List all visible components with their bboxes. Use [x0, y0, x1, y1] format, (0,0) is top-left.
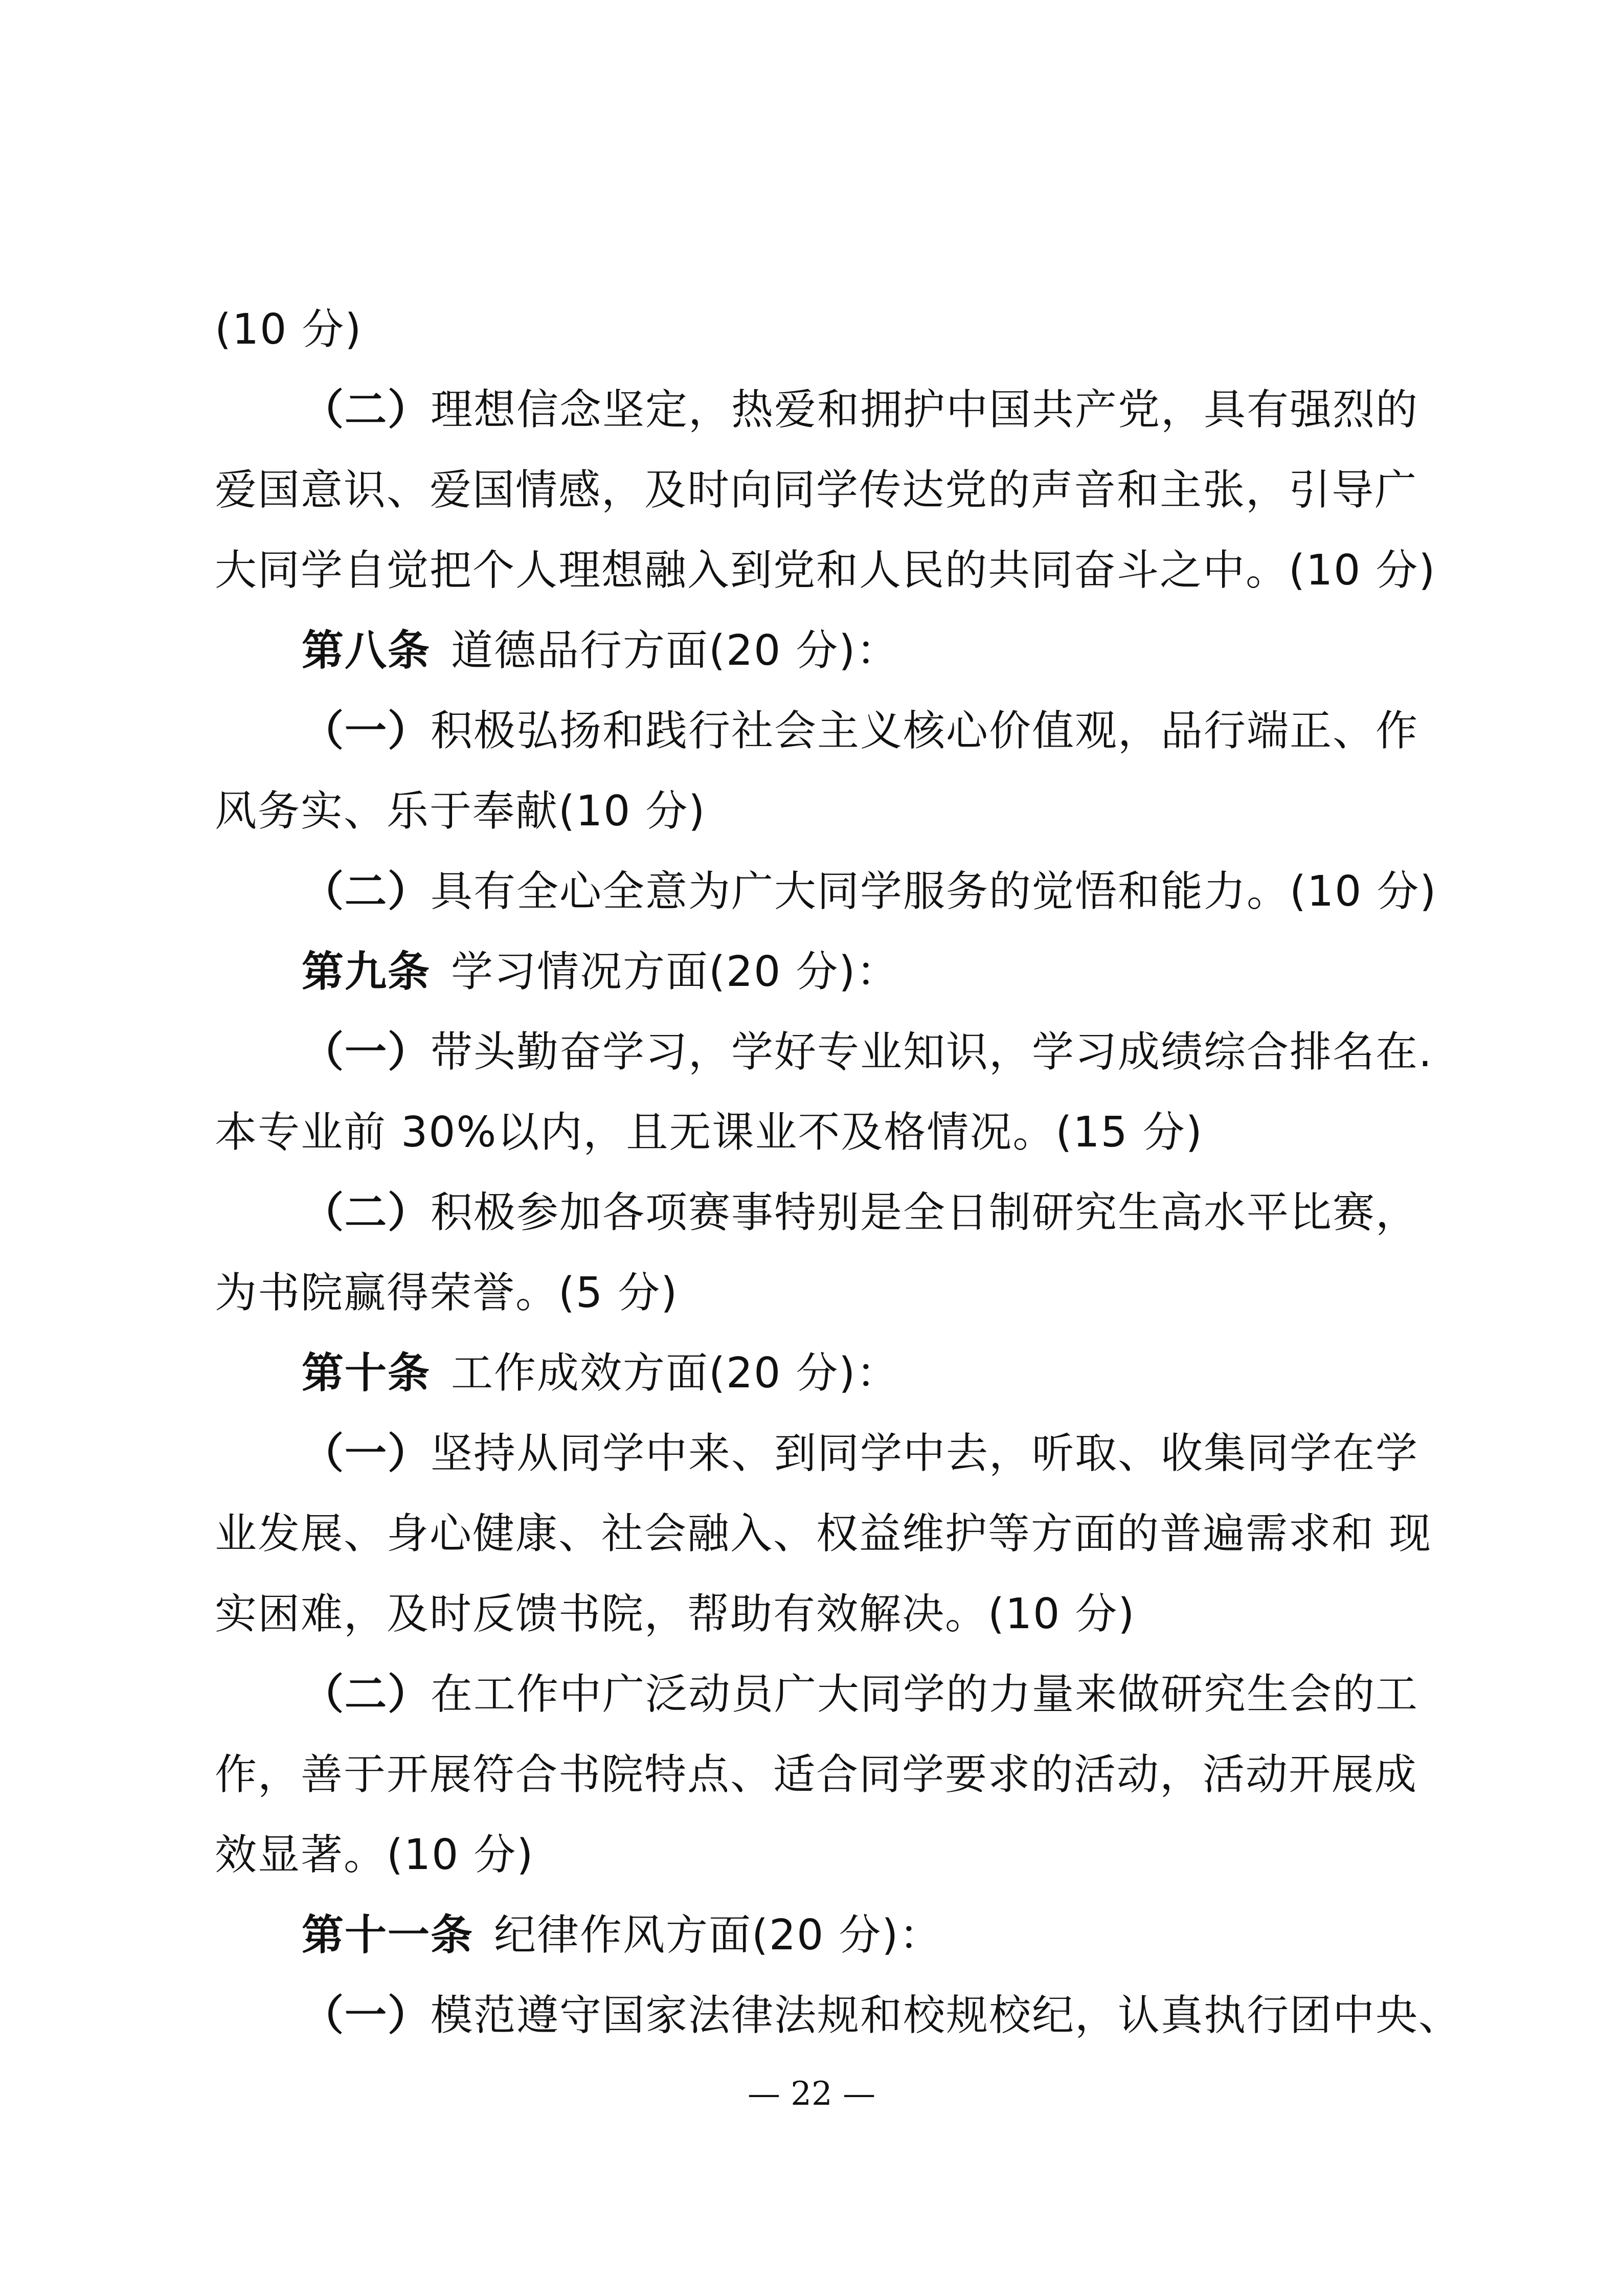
item-label: （二）: [302, 867, 431, 916]
text-line: [215, 532, 1436, 609]
line-text: 为书院赢得荣誉。(5 分): [215, 1269, 679, 1317]
line-text: 业发展、身心健康、社会融入、权益维护等方面的普遍需求和 现: [215, 1510, 1432, 1558]
text-line: [302, 372, 1419, 448]
text-line: [302, 1656, 1419, 1733]
text-line: [215, 1496, 1432, 1572]
text-line: [215, 291, 1411, 368]
line-text: 学习情况方面(20 分)：: [451, 948, 899, 996]
text-line: [302, 1977, 1462, 2054]
article-heading: [302, 1897, 1411, 1974]
article-label: 第九条: [302, 948, 431, 996]
line-text: (10 分): [215, 305, 363, 354]
line-text: 大同学自觉把个人理想融入到党和人民的共同奋斗之中。(10 分): [215, 546, 1436, 595]
line-text: 本专业前 30%以内，且无课业不及格情况。(15 分): [215, 1108, 1203, 1157]
line-text: 爱国意识、爱国情感，及时向同学传达党的声音和主张，引导广: [215, 466, 1418, 514]
line-text: 作，善于开展符合书院特点、适合同学要求的活动，活动开展成: [215, 1750, 1418, 1799]
article-label: 第十一条: [302, 1911, 474, 1960]
text-line: [215, 1255, 1411, 1332]
text-line: [302, 1014, 1433, 1091]
item-label: （一）: [302, 1991, 431, 2040]
line-text: 实困难，及时反馈书院，帮助有效解决。(10 分): [215, 1590, 1136, 1638]
text-line: [215, 452, 1418, 529]
page-number: — 22 —: [747, 2075, 876, 2113]
line-text: 积极参加各项赛事特别是全日制研究生高水平比赛，: [431, 1188, 1419, 1237]
line-text: 具有全心全意为广大同学服务的觉悟和能力。(10 分): [431, 867, 1437, 916]
item-label: （二）: [302, 386, 431, 434]
line-text: 工作成效方面(20 分)：: [451, 1349, 899, 1398]
text-line: [215, 1094, 1411, 1171]
article-label: 第八条: [302, 626, 431, 675]
text-line: [215, 773, 1411, 850]
item-label: （一）: [302, 1028, 431, 1076]
item-label: （一）: [302, 1429, 431, 1478]
line-text: 效显著。(10 分): [215, 1831, 534, 1879]
article-label: 第十条: [302, 1349, 431, 1398]
line-text: 纪律作风方面(20 分)：: [494, 1911, 942, 1960]
text-line: [302, 1175, 1419, 1251]
line-text: 道德品行方面(20 分)：: [451, 626, 899, 675]
item-label: （二）: [302, 1188, 431, 1237]
text-line: [215, 1737, 1418, 1813]
line-text: 带头勤奋学习，学好专业知识，学习成绩综合排名在.: [431, 1028, 1433, 1076]
line-text: 模范遵守国家法律法规和校规校纪，认真执行团中央、: [431, 1991, 1462, 2040]
line-text: 在工作中广泛动员广大同学的力量来做研究生会的工: [431, 1670, 1419, 1719]
item-label: （二）: [302, 1670, 431, 1719]
line-text: 风务实、乐于奉献(10 分): [215, 787, 706, 836]
text-line: [302, 693, 1419, 770]
item-label: （一）: [302, 707, 431, 755]
article-heading: [302, 613, 1411, 689]
line-text: 坚持从同学中来、到同学中去，听取、收集同学在学: [431, 1429, 1419, 1478]
text-line: [302, 853, 1437, 930]
text-line: [302, 1415, 1419, 1492]
text-line: [215, 1576, 1411, 1653]
text-line: [215, 1817, 1411, 1894]
line-text: 积极弘扬和践行社会主义核心价值观，品行端正、作: [431, 707, 1419, 755]
line-text: 理想信念坚定，热爱和拥护中国共产党，具有强烈的: [431, 386, 1419, 434]
article-heading: [302, 1335, 1411, 1412]
article-heading: [302, 934, 1411, 1010]
